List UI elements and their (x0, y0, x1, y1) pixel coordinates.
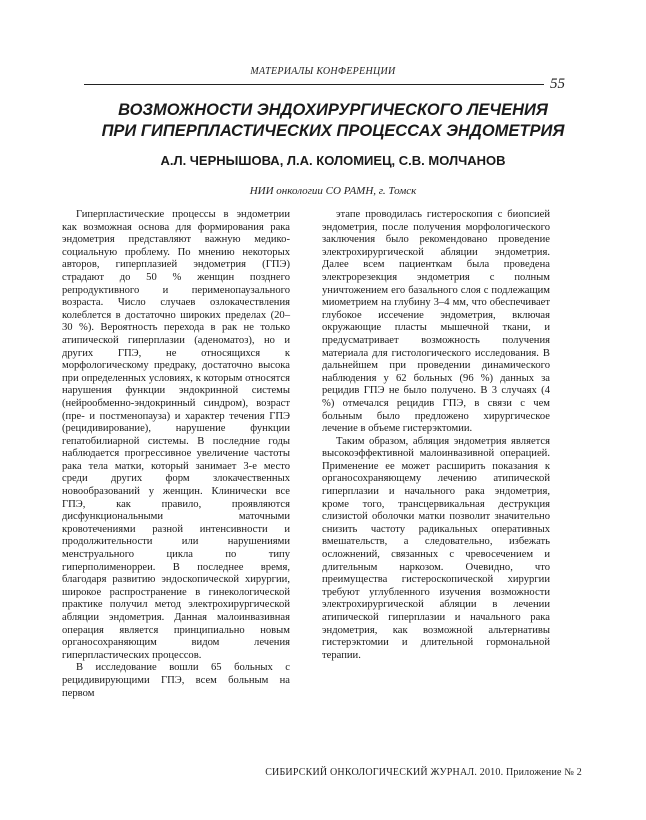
article-title-line-2: ПРИ ГИПЕРПЛАСТИЧЕСКИХ ПРОЦЕССАХ ЭНДОМЕТРИЯ (101, 122, 565, 140)
article-title-line-1: ВОЗМОЖНОСТИ ЭНДОХИРУРГИЧЕСКОГО ЛЕЧЕНИЯ (118, 101, 548, 119)
body-column-left (62, 209, 290, 700)
affiliation: НИИ онкологии СО РАМН, г. Томск (249, 185, 417, 197)
article-title (60, 100, 606, 142)
running-title: МАТЕРИАЛЫ КОНФЕРЕНЦИИ (250, 66, 396, 77)
paragraph: Таким образом, абляция эндометрия является высокоэффективной малоинвазивной операцией. Применение ее может расширить показания к органосохраняющему лечению атипической гиперплазии и начального рака эндометрия, кроме того, трансцервикальная деструкция слизистой оболочки матки позволит значительно снизить частоту радикальных оперативных вмешательств, а следовательно, избежать осложнений, связанных с чревосечением и длительным наркозом. Очевидно, что преимущества гистероскопической хирургии требуют углубленного изучения возможности электрохирургической абляции в лечении атипической гиперплазии и начального рака эндометрия, как возможной альтернативы гистерэктомии и длительной гормональной терапии. (322, 435, 550, 661)
body-column-right (322, 209, 550, 662)
paragraph: этапе проводилась гистероскопия с биопсией эндометрия, после получения морфологического заключения было рекомендовано проведение электрохирургической абляции эндометрия. Далее всем пациенткам была проведена электрорезекция эндометрия с полным уничтожением его базального слоя с подлежащим миометрием на глубину 3–4 мм, что обеспечивает глубокое иссечение эндометрия, включая окружающие пласты мышечной ткани, и предусматривает возможность получения материала для гистологического исследования. В дальнейшем при проведении динамического наблюдения у 62 больных (96 %) данных за рецидив ГПЭ не было получено. В 3 случаях (4 %) отмечался рецидив ГПЭ, в связи с чем больным было предложено хирургическое лечение в объеме гистерэктомии. (322, 209, 550, 435)
authors: А.Л. ЧЕРНЫШОВА, Л.А. КОЛОМИЕЦ, С.В. МОЛЧАНОВ (160, 153, 506, 168)
header-rule (84, 84, 544, 85)
paragraph: Гиперпластические процессы в эндометрии как возможная основа для формирования рака эндометрия представляют важную медико-социальную проблему. По мнению некоторых авторов, гиперплазией эндометрия (ГПЭ) страдают до 50 % женщин позднего репродуктивного и перименопаузального возраста. Число случаев озлокачествления колеблется в достаточно широких пределах (20–30 %). Вероятность перехода в рак не только атипической гиперплазии (аденоматоз), но и других ГПЭ, не относящихся к морфологическому предраку, достаточно высока при определенных условиях, к которым относятся нарушения функции эндокринной системы (нейрообменно-эндокринный синдром), возраст (пре- и постменопауза) и характер течения ГПЭ (рецидивирование), нарушение функции гепатобилиарной системы. В последние годы наблюдается прогрессивное увеличение частоты рака тела матки, который занимает 3-е место среди других форм злокачественных новообразований у женщин. Клинически все ГПЭ, как правило, проявляются дисфункциональными маточными кровотечениями разной интенсивности и продолжительности или нарушениями менструального цикла по типу гиперполименорреи. В последнее время, благодаря развитию эндоскопической хирургии, широкое распространение в гинекологической практике получил метод электрохирургической абляции эндометрия. Данная малоинвазивная операция является принципиально новым органосохраняющим видом лечения гиперпластических процессов. (62, 209, 290, 661)
journal-footer: СИБИРСКИЙ ОНКОЛОГИЧЕСКИЙ ЖУРНАЛ. 2010. Приложение № 2 (265, 767, 582, 778)
page-number: 55 (550, 76, 565, 92)
paragraph: В исследование вошли 65 больных с рецидивирующими ГПЭ, всем больным на первом (62, 662, 290, 699)
